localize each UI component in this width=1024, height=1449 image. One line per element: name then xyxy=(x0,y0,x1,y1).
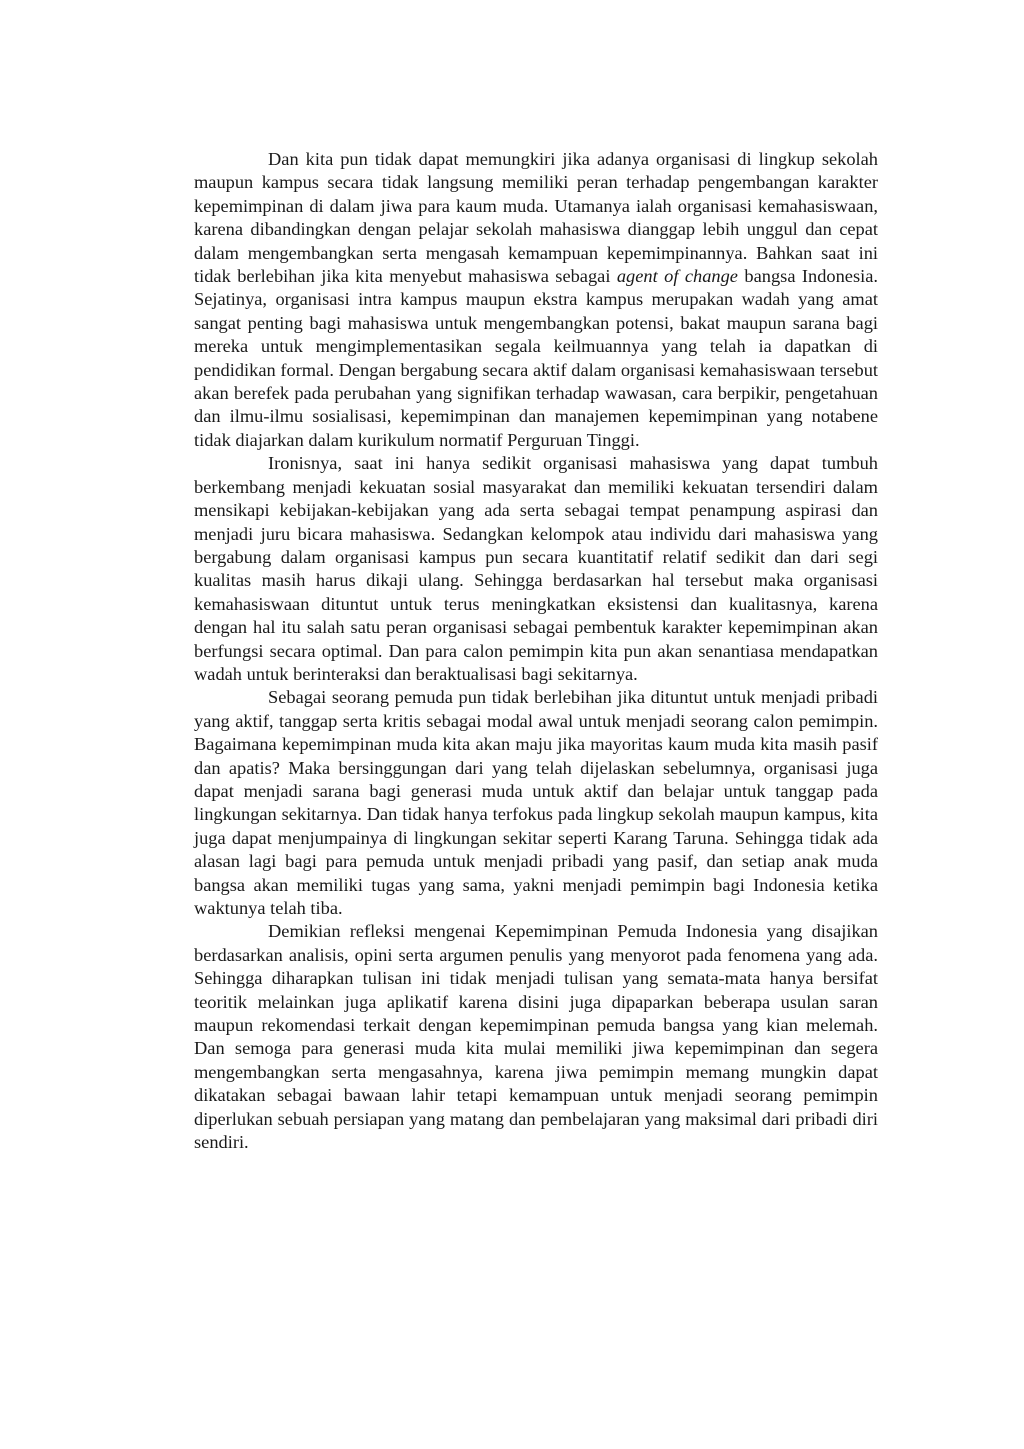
document-body xyxy=(194,148,878,1154)
paragraph-1 xyxy=(194,148,878,452)
agent-of-change-term: agent of change xyxy=(616,266,738,287)
paragraph-4: Demikian refleksi mengenai Kepemimpinan Pemuda Indonesia yang disajikan berdasarkan analisis, opini serta argumen penulis yang menyorot pada fenomena yang ada. Sehingga diharapkan tulisan ini tidak menjadi tulisan yang semata-mata hanya bersifat teoritik melainkan juga aplikatif karena disini juga dipaparkan beberapa usulan saran maupun rekomendasi terkait dengan kepemimpinan pemuda bangsa yang kian melemah. Dan semoga para generasi muda kita mulai memiliki jiwa kepemimpinan dan segera mengembangkan serta mengasahnya, karena jiwa pemimpin memang mungkin dapat dikatakan sebagai bawaan lahir tetapi kemampuan untuk menjadi seorang pemimpin diperlukan sebuah persiapan yang matang dan pembelajaran yang maksimal dari pribadi diri sendiri. xyxy=(194,921,878,1153)
paragraph-1-text-a: Dan kita pun tidak dapat memungkiri jika adanya organisasi di lingkup sekolah maupun kampus secara tidak langsung memiliki peran terhadap pengembangan karakter kepemimpinan di dalam jiwa para kaum muda. Utamanya ialah organisasi kemahasiswaan, karena dibandingkan dengan pelajar sekolah mahasiswa dianggap lebih unggul dan cepat dalam mengembangkan serta mengasah kemampuan kepemimpinannya. Bahkan saat ini tidak berlebihan jika kita menyebut mahasiswa sebagai xyxy=(194,149,878,287)
paragraph-2: Ironisnya, saat ini hanya sedikit organisasi mahasiswa yang dapat tumbuh berkembang menjadi kekuatan sosial masyarakat dan memiliki kekuatan tersendiri dalam mensikapi kebijakan-kebijakan yang ada serta sebagai tempat penampung aspirasi dan menjadi juru bicara mahasiswa. Sedangkan kelompok atau individu dari mahasiswa yang bergabung dalam organisasi kampus pun secara kuantitatif relatif sedikit dan dari segi kualitas masih harus dikaji ulang. Sehingga berdasarkan hal tersebut maka organisasi kemahasiswaan dituntut untuk terus meningkatkan eksistensi dan kualitasnya, karena dengan hal itu salah satu peran organisasi sebagai pembentuk karakter kepemimpinan akan berfungsi secara optimal. Dan para calon pemimpin kita pun akan senantiasa mendapatkan wadah untuk berinteraksi dan beraktualisasi bagi sekitarnya. xyxy=(194,453,878,684)
paragraph-1-text-b: bangsa Indonesia. Sejatinya, organisasi intra kampus maupun ekstra kampus merupakan wadah yang amat sangat penting bagi mahasiswa untuk mengembangkan potensi, bakat maupun sarana bagi mereka untuk mengimplementasikan segala keilmuannya yang telah ia dapatkan di pendidikan formal. Dengan bergabung secara aktif dalam organisasi kemahasiswaan tersebut akan berefek pada perubahan yang signifikan terhadap wawasan, cara berpikir, pengetahuan dan ilmu-ilmu sosialisasi, kepemimpinan dan manajemen kepemimpinan yang notabene tidak diajarkan dalam kurikulum normatif Perguruan Tinggi. xyxy=(194,266,878,450)
paragraph-3: Sebagai seorang pemuda pun tidak berlebihan jika dituntut untuk menjadi pribadi yang aktif, tanggap serta kritis sebagai modal awal untuk menjadi seorang calon pemimpin. Bagaimana kepemimpinan muda kita akan maju jika mayoritas kaum muda kita masih pasif dan apatis? Maka bersinggungan dari yang telah dijelaskan sebelumnya, organisasi juga dapat menjadi sarana bagi generasi muda untuk aktif dan belajar untuk tanggap pada lingkungan sekitarnya. Dan tidak hanya terfokus pada lingkup sekolah maupun kampus, kita juga dapat menjumpainya di lingkungan sekitar seperti Karang Taruna. Sehingga tidak ada alasan lagi bagi para pemuda untuk menjadi pribadi yang pasif, dan setiap anak muda bangsa akan memiliki tugas yang sama, yakni menjadi pemimpin bagi Indonesia ketika waktunya telah tiba. xyxy=(194,687,878,918)
